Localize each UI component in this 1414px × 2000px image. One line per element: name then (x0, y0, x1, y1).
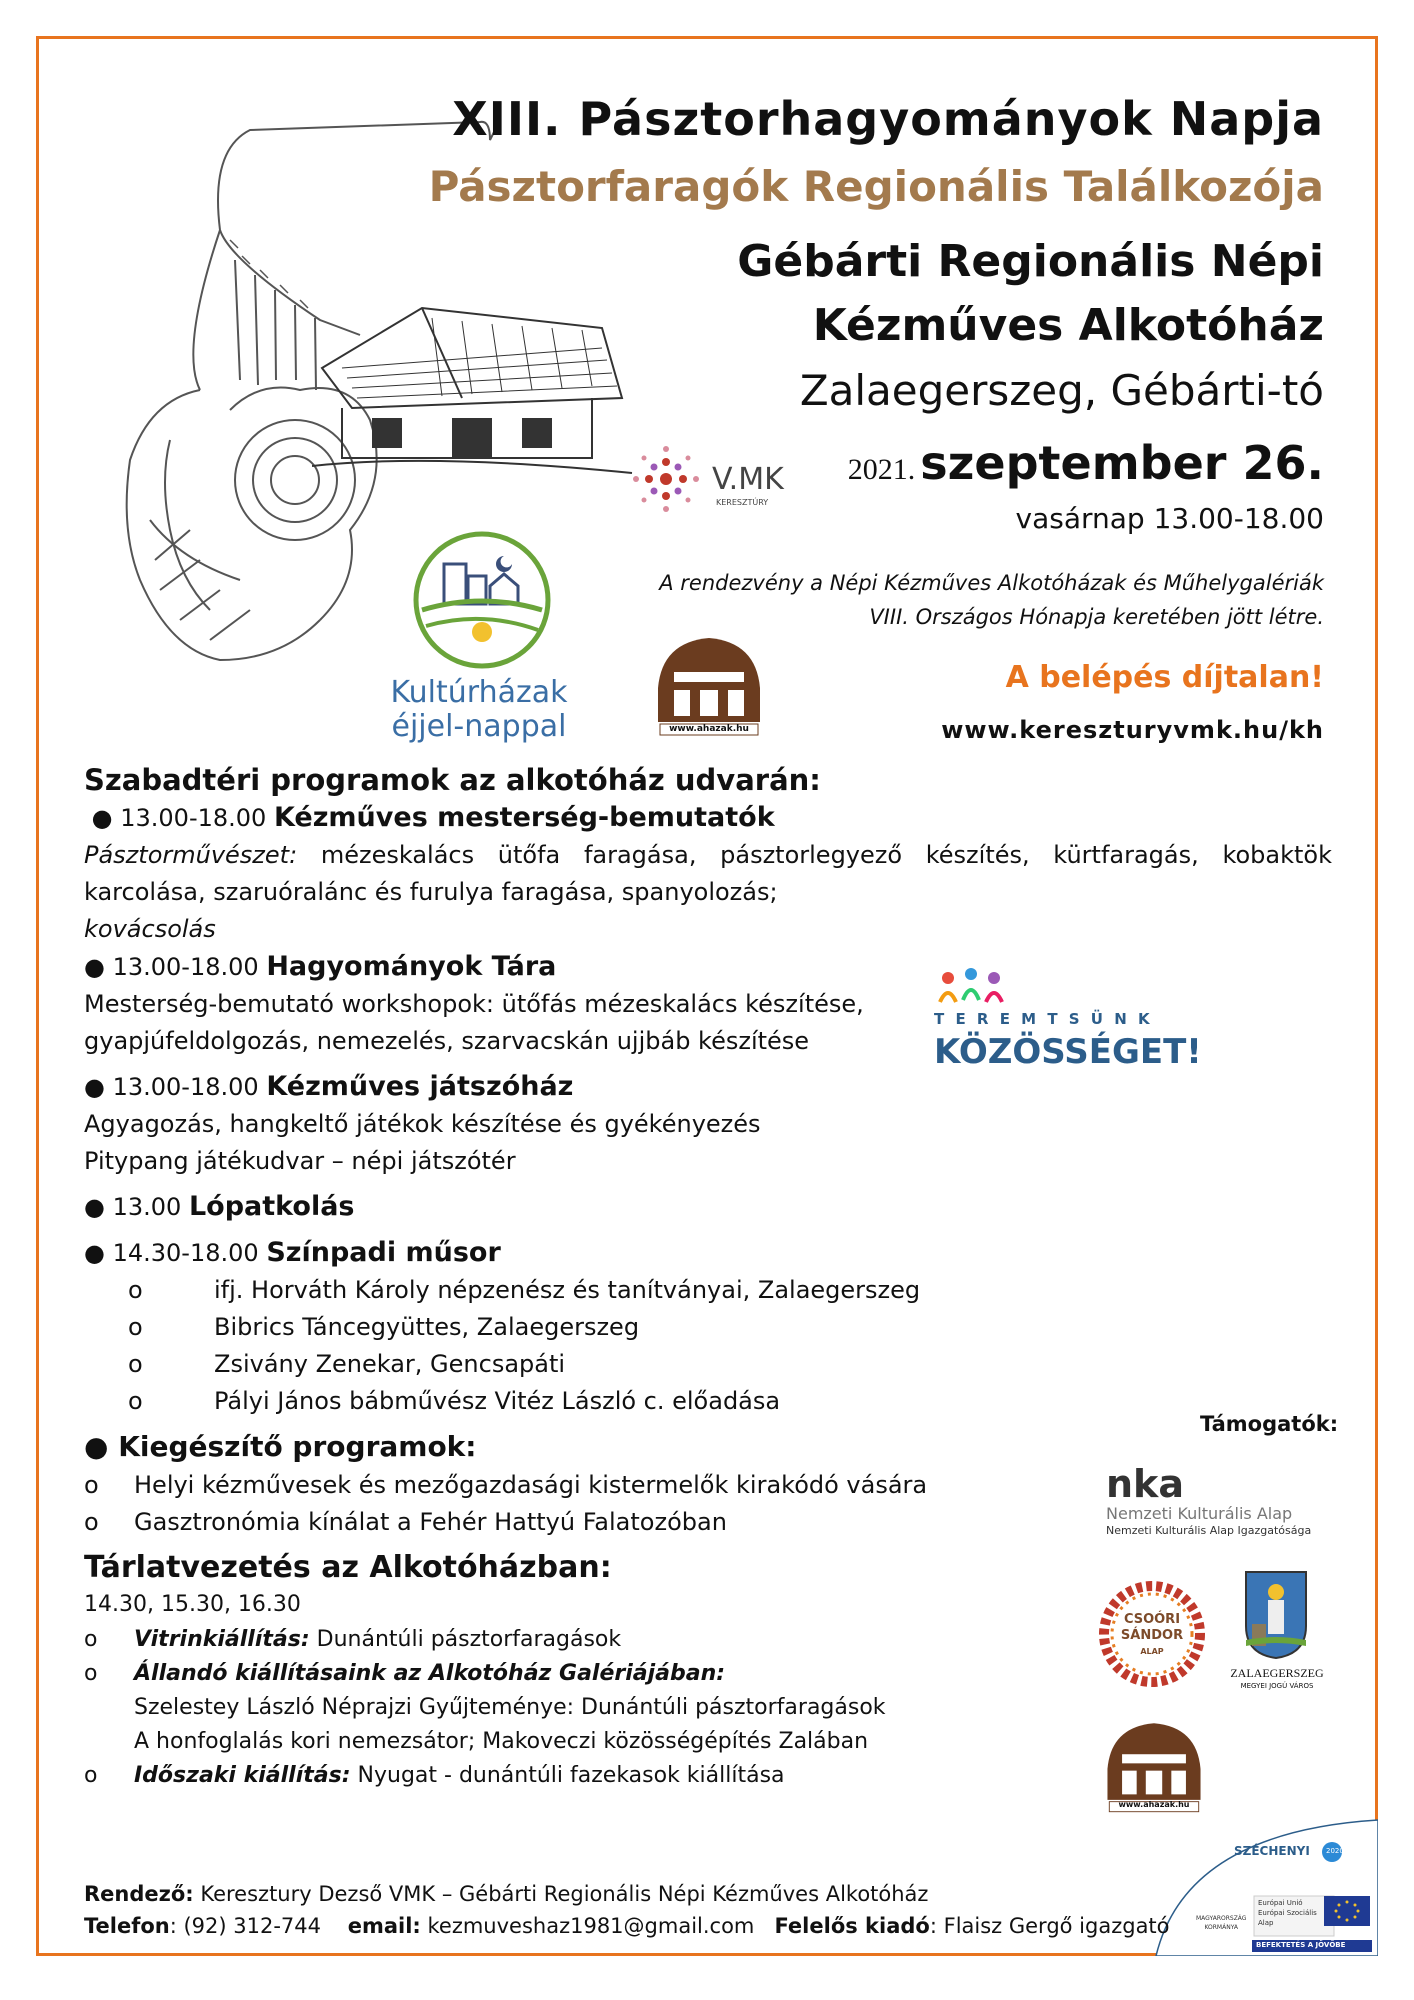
exhibition-line-1: Szelestey László Néprajzi Gyűjteménye: Dunántúli pásztorfaragások (134, 1695, 886, 1720)
circle-marker: o (84, 1508, 99, 1536)
website-link[interactable]: www.kereszturyvmk.hu/kh (941, 716, 1324, 744)
eu-line-1: Európai Unió (1258, 1899, 1303, 1907)
circle-marker: o (84, 1763, 98, 1788)
circle-marker: o (128, 1387, 143, 1415)
szechenyi-2020-badge (1146, 1812, 1378, 1956)
szechenyi-text: SZÉCHENYI (1234, 1844, 1310, 1858)
stage-item-text: Bibrics Táncegyüttes, Zalaegerszeg (214, 1313, 640, 1341)
kulturhazak-line-1: Kultúrházak (390, 675, 568, 710)
item-title: Lópatkolás (188, 1191, 355, 1222)
phone-text: : (92) 312-744 (169, 1914, 322, 1938)
item-3-line-2: Pitypang játékudvar – népi játszótér (84, 1147, 516, 1175)
ahazak-logo-supporter (1102, 1720, 1206, 1814)
stage-item (84, 1272, 1334, 1309)
item-1-lead: Pásztorművészet: (84, 841, 298, 869)
tour-heading: Tárlatvezetés az Alkotóházban: (84, 1550, 612, 1585)
exhibition-text: Dunántúli pásztorfaragások (309, 1627, 622, 1652)
hu-gov-line-1: MAGYARORSZÁG (1196, 1915, 1247, 1922)
item-2-line-2: gyapjúfeldolgozás, nemezelés, szarvacskán ujjbáb készítése (84, 1027, 810, 1055)
email-label: email: (347, 1914, 421, 1938)
venue-line-2: Kézműves Alkotóház (812, 300, 1324, 351)
bullet: ● (84, 953, 105, 981)
item-title: Kézműves mesterség-bemutatók (273, 802, 775, 833)
extra-item-text: Helyi kézművesek és mezőgazdasági kistermelők kirakódó vására (134, 1471, 928, 1499)
teremtsunk-bottom-text: KÖZÖSSÉGET! (934, 1032, 1202, 1072)
szechenyi-year: 2020 (1326, 1847, 1344, 1855)
teremtsunk-top-text: T E R E M T S Ü N K (934, 1010, 1153, 1028)
event-year: 2021. (847, 453, 916, 486)
exhibition-label: Időszaki kiállítás: (134, 1763, 351, 1788)
hu-gov-text (1196, 1914, 1246, 1932)
event-time: vasárnap 13.00-18.00 (1015, 502, 1324, 535)
program-item-5 (84, 1234, 1334, 1272)
invest-text: BEFEKTETÉS A JÖVŐBE (1256, 1941, 1346, 1949)
footer-contact (84, 1910, 1170, 1942)
extra-item-text: Gasztronómia kínálat a Fehér Hattyú Falatozóban (134, 1508, 727, 1536)
exhibition-label: Állandó kiállításaink az Alkotóház Galériájában: (134, 1661, 726, 1686)
shield-icon (1244, 1570, 1308, 1660)
people-group-icon (936, 966, 1006, 1006)
bullet: ● (84, 1239, 105, 1267)
event-title: XIII. Pásztorhagyományok Napja (452, 92, 1324, 146)
bullet: ● (84, 1193, 105, 1221)
nka-subtext: Nemzeti Kulturális Alap Igazgatósága (1106, 1524, 1312, 1537)
bullet: ● (91, 804, 113, 832)
organizer-note (659, 566, 1324, 634)
note-line-2: VIII. Országos Hónapja keretében jött létre. (869, 605, 1324, 629)
stage-item (84, 1383, 1334, 1420)
extra-heading-text: Kiegészítő programok: (118, 1430, 477, 1463)
zalaegerszeg-coat-of-arms (1222, 1570, 1332, 1700)
org-text: Keresztury Dezső VMK – Gébárti Regionális Népi Kézműves Alkotóház (193, 1882, 929, 1906)
ahazak-url-supporter: www.ahazak.hu (1118, 1800, 1190, 1809)
org-label: Rendező: (84, 1882, 194, 1906)
item-1-extra-text: kovácsolás (84, 915, 216, 943)
exhibition-label: Vitrinkiállítás: (134, 1627, 310, 1652)
nka-mark: nka (1106, 1462, 1184, 1506)
ahazak-url: www.ahazak.hu (669, 724, 749, 734)
item-1-extra (84, 911, 1334, 948)
csoori-text (1094, 1612, 1210, 1660)
stage-item-text: Pályi János bábművész Vitéz László c. előadása (214, 1387, 781, 1415)
bullet: ● (84, 1073, 105, 1101)
circle-marker: o (84, 1661, 98, 1686)
item-title: Kézműves játszóház (266, 1071, 574, 1102)
circle-marker: o (128, 1350, 143, 1378)
nka-logo (1106, 1462, 1326, 1537)
csoori-line-2: SÁNDOR (1120, 1628, 1184, 1643)
publisher-label: Felelős kiadó (774, 1914, 930, 1938)
item-3-line-1: Agyagozás, hangkeltő játékok készítése és gyékényezés (84, 1110, 761, 1138)
circle-marker: o (84, 1471, 99, 1499)
tour-times: 14.30, 15.30, 16.30 (84, 1592, 301, 1617)
email-text[interactable]: kezmuveshaz1981@gmail.com (420, 1914, 755, 1938)
item-time: 13.00-18.00 (120, 804, 267, 832)
eu-text (1258, 1898, 1317, 1928)
nka-name: Nemzeti Kulturális Alap (1106, 1504, 1293, 1523)
circle-marker: o (128, 1313, 143, 1341)
csoori-line-3: ALAP (1140, 1647, 1164, 1656)
bullet: ● (84, 1430, 109, 1463)
item-1-text: mézeskalács ütőfa faragása, pásztorlegyező készítés, kürtfaragás, kobaktök karcolása, szaruóralánc és furulya faragása, spanyolozás; (84, 841, 1332, 906)
item-title: Hagyományok Tára (266, 951, 557, 982)
item-time: 14.30-18.00 (112, 1239, 259, 1267)
program-item-4 (84, 1188, 1334, 1226)
publisher-text: : Flaisz Gergő igazgató (929, 1914, 1170, 1938)
item-1-description (84, 837, 1332, 911)
zalaegerszeg-subtext: MEGYEI JOGÚ VÁROS (1240, 1682, 1314, 1690)
program-item-1 (84, 799, 1334, 837)
zalaegerszeg-name: ZALAEGERSZEG (1230, 1666, 1324, 1680)
kulturhazak-line-2: éjjel-nappal (391, 709, 567, 744)
event-date (848, 436, 1324, 490)
footer-organizer (84, 1878, 1170, 1910)
item-time: 13.00-18.00 (112, 1073, 259, 1101)
vmk-logo (626, 444, 796, 514)
teremtsunk-kozosseget-logo (930, 966, 1220, 1086)
item-2-line-1: Mesterség-bemutató workshopok: ütőfás mézeskalács készítése, (84, 990, 864, 1018)
stage-item-text: Zsivány Zenekar, Gencsapáti (214, 1350, 566, 1378)
circle-marker: o (84, 1627, 98, 1652)
phone-label: Telefon (84, 1914, 170, 1938)
event-subtitle: Pásztorfaragók Regionális Találkozója (428, 162, 1324, 211)
stage-item (84, 1346, 1334, 1383)
kulturhazak-logo (366, 526, 592, 752)
free-entry-notice: A belépés díjtalan! (1005, 660, 1324, 695)
note-line-1: A rendezvény a Népi Kézműves Alkotóházak és Műhelygalériák (659, 571, 1324, 595)
stage-item (84, 1309, 1334, 1346)
venue-name (737, 230, 1324, 358)
eu-line-2: Európai Szociális (1258, 1909, 1317, 1917)
footer (84, 1878, 1170, 1942)
event-day: szeptember 26. (920, 436, 1324, 490)
venue-line-1: Gébárti Regionális Népi (737, 236, 1324, 287)
kulturhazak-text (366, 676, 592, 744)
stage-item-text: ifj. Horváth Károly népzenész és tanítványai, Zalaegerszeg (214, 1276, 921, 1304)
supporters-label: Támogatók: (1200, 1412, 1339, 1436)
vmk-dots-icon (626, 444, 706, 514)
vmk-subtext: KERESZTÚRY (716, 498, 769, 507)
ahazak-house-icon (652, 636, 766, 736)
item-time: 13.00 (112, 1193, 182, 1221)
house-sketch-illustration (312, 288, 642, 478)
csoori-line-1: CSOÓRI (1123, 1612, 1181, 1627)
ahazak-logo (652, 636, 766, 736)
eu-line-3: Alap (1258, 1919, 1274, 1927)
csoori-sandor-logo (1094, 1576, 1210, 1692)
item-time: 13.00-18.00 (112, 953, 259, 981)
program-heading: Szabadtéri programok az alkotóház udvarán: (84, 763, 821, 797)
vmk-text: V.MK (712, 462, 784, 497)
hu-gov-line-2: KORMÁNYA (1204, 1924, 1239, 1931)
item-title: Színpadi műsor (266, 1237, 501, 1268)
szechenyi-badge-shape (1146, 1812, 1378, 1956)
circle-marker: o (128, 1276, 143, 1304)
eu-stars-icon (1328, 1898, 1366, 1924)
village-circle-icon (408, 526, 556, 674)
exhibition-text: Nyugat - dunántúli fazekasok kiállítása (350, 1763, 785, 1788)
event-location: Zalaegerszeg, Gébárti-tó (799, 366, 1324, 415)
exhibition-line-2: A honfoglalás kori nemezsátor; Makoveczi közösségépítés Zalában (134, 1729, 869, 1754)
